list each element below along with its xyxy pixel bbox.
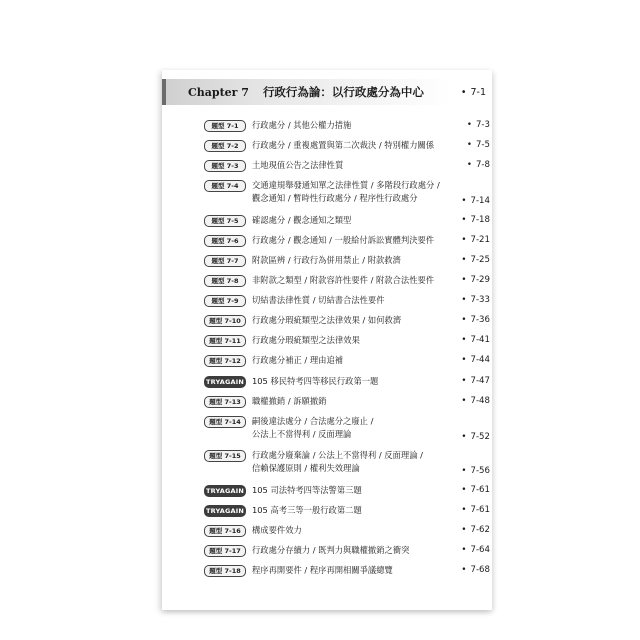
entry-text: 105 高考三等一般行政第二題 (252, 505, 362, 515)
topic-tag: 題型 7-13 (204, 396, 246, 408)
bullet-dot: • (461, 396, 467, 406)
bullet-dot: • (461, 525, 467, 535)
page-number-label: 7-14 (470, 196, 490, 206)
entry-text: 附款區辨 / 行政行為併用禁止 / 附款救濟 (252, 255, 401, 265)
entry-text: 程序再開要件 / 程序再開相關爭議總覽 (252, 565, 393, 575)
bullet-dot: • (461, 235, 467, 245)
entry-page-number (461, 274, 490, 287)
entry-text: 行政處分廢棄論 / 公法上不當得利 / 反面理論 / (252, 450, 423, 460)
toc-entry[interactable] (204, 274, 490, 287)
toc-entry[interactable] (204, 254, 490, 267)
bullet-dot: • (466, 160, 472, 170)
toc-entry[interactable] (204, 294, 490, 307)
page-number-label: 7-33 (470, 295, 490, 305)
toc-entry[interactable] (204, 524, 490, 537)
toc-entry[interactable] (204, 234, 490, 247)
entry-text: 切結書法律性質 / 切結書合法性要件 (252, 295, 385, 305)
toc-entry[interactable] (204, 449, 490, 475)
topic-tag: 題型 7-14 (204, 416, 246, 428)
topic-tag: 題型 7-5 (204, 215, 246, 227)
entry-text: 行政處分存續力 / 既判力與職權撤銷之衝突 (252, 545, 410, 555)
bullet-dot: • (461, 545, 467, 555)
tryagain-tag: TRYAGAIN (205, 378, 245, 386)
entry-text: 土地現值公告之法律性質 (252, 160, 344, 170)
entry-text: 行政處分補正 / 理由追補 (252, 355, 344, 365)
bullet-dot: • (466, 120, 472, 130)
entry-page-number (461, 375, 490, 388)
entry-page-number (461, 334, 490, 347)
bullet-dot: • (461, 315, 467, 325)
entry-page-number (461, 465, 490, 478)
entry-page-number (461, 564, 490, 577)
entry-page-number (461, 214, 490, 227)
entry-text: 非附款之類型 / 附款容許性要件 / 附款合法性要件 (252, 275, 435, 285)
entry-text: 確認處分 / 觀念通知之類型 (252, 215, 352, 225)
page-number-label: 7-61 (470, 505, 490, 515)
topic-tag: 題型 7-2 (204, 140, 246, 152)
page-number-label: 7-47 (470, 376, 490, 386)
page-number-label: 7-29 (470, 275, 490, 285)
topic-tag: 題型 7-12 (204, 355, 246, 367)
bullet-dot: • (461, 196, 467, 206)
page-number-label: 7-56 (470, 466, 490, 476)
toc-entry[interactable] (204, 159, 490, 172)
entry-page-number (461, 544, 490, 557)
entry-text: 行政處分 / 其他公權力措施 (252, 120, 352, 130)
chapter-bar (162, 79, 452, 105)
bullet-dot: • (461, 485, 467, 495)
bullet-dot: • (461, 505, 467, 515)
entry-page-number (461, 195, 490, 208)
topic-tag: 題型 7-4 (204, 180, 246, 192)
toc-entry[interactable] (204, 484, 490, 497)
bullet-dot: • (461, 466, 467, 476)
entry-page-number (461, 294, 490, 307)
topic-tag: 題型 7-17 (204, 545, 246, 557)
toc-entry[interactable] (204, 415, 490, 441)
bullet-dot: • (461, 565, 467, 575)
topic-tag: 題型 7-6 (204, 235, 246, 247)
toc-entry[interactable] (204, 544, 490, 557)
topic-tag: 題型 7-9 (204, 295, 246, 307)
toc-page (162, 70, 492, 610)
entry-page-number (461, 504, 490, 517)
entry-text: 職權撤銷 / 訴願撤銷 (252, 396, 327, 406)
toc-entry[interactable] (204, 375, 490, 388)
chapter-title: 行政行為論：以行政處分為中心 (262, 85, 424, 99)
toc-entry[interactable] (204, 214, 490, 227)
page-number-label: 7-18 (470, 215, 490, 225)
entry-page-number (461, 314, 490, 327)
tryagain-tag: TRYAGAIN (205, 507, 245, 515)
entry-page-number (467, 119, 490, 132)
entry-page-number (461, 254, 490, 267)
topic-tag: 題型 7-8 (204, 275, 246, 287)
bullet-dot: • (461, 355, 467, 365)
entry-text: 觀念通知 / 暫時性行政處分 / 程序性行政處分 (252, 193, 418, 203)
page-number-label: 7-64 (470, 545, 490, 555)
bullet-dot: • (461, 376, 467, 386)
toc-entry[interactable] (204, 139, 490, 152)
page-number-label: 7-8 (475, 160, 490, 170)
bullet-dot: • (461, 215, 467, 225)
topic-tag: 題型 7-11 (204, 335, 246, 347)
topic-tag: 題型 7-1 (204, 120, 246, 132)
page-number-label: 7-3 (475, 120, 490, 130)
entry-page-number (461, 354, 490, 367)
page-number-label: 7-48 (470, 396, 490, 406)
chapter-page-number (461, 87, 486, 98)
entry-text: 信賴保護原則 / 權利失效理論 (252, 463, 360, 473)
page-number-label: 7-36 (470, 315, 490, 325)
topic-tag: 題型 7-15 (204, 450, 246, 462)
toc-entry[interactable] (204, 564, 490, 577)
topic-tag: 題型 7-18 (204, 565, 246, 577)
bullet-dot: • (461, 255, 467, 265)
bullet-dot: • (461, 275, 467, 285)
bullet-dot: • (461, 335, 467, 345)
topic-tag: 題型 7-16 (204, 525, 246, 537)
toc-entry[interactable] (204, 395, 490, 408)
entry-text: 行政處分瑕疵類型之法律效果 (252, 335, 360, 345)
chapter-page-label: 7-1 (470, 86, 486, 98)
toc-entry[interactable] (204, 334, 490, 347)
page-number-label: 7-44 (470, 355, 490, 365)
page-number-label: 7-68 (470, 565, 490, 575)
entry-page-number (461, 484, 490, 497)
entry-text: 105 移民特考四等移民行政第一題 (252, 376, 379, 386)
entry-text: 行政處分瑕疵類型之法律效果 / 如何救濟 (252, 315, 402, 325)
page-number-label: 7-41 (470, 335, 490, 345)
page-number-label: 7-62 (470, 525, 490, 535)
page-number-label: 7-21 (470, 235, 490, 245)
topic-tag: 題型 7-3 (204, 160, 246, 172)
toc-entry[interactable] (204, 504, 490, 517)
entry-text: 行政處分 / 重複處置與第二次裁決 / 特別權力關係 (252, 140, 435, 150)
topic-tag: 題型 7-10 (204, 315, 246, 327)
entry-text: 公法上不當得利 / 反面理論 (252, 429, 352, 439)
entry-text: 交通違規舉發通知單之法律性質 / 多階段行政處分 / (252, 180, 440, 190)
bullet-dot: • (461, 295, 467, 305)
entry-page-number (461, 524, 490, 537)
entry-text: 構成要件效力 (252, 525, 302, 535)
entry-text: 105 司法特考四等法警第三題 (252, 485, 362, 495)
tryagain-tag: TRYAGAIN (205, 487, 245, 495)
entry-page-number (467, 139, 490, 152)
entry-text: 嗣後違法處分 / 合法處分之廢止 / (252, 416, 374, 426)
entry-page-number (461, 395, 490, 408)
toc-entry[interactable] (204, 179, 490, 205)
chapter-label: Chapter 7 (188, 85, 249, 99)
topic-tag: 題型 7-7 (204, 255, 246, 267)
toc-entry[interactable] (204, 119, 490, 132)
toc-entry[interactable] (204, 354, 490, 367)
bullet-dot: • (460, 86, 467, 98)
page-number-label: 7-52 (470, 432, 490, 442)
page-number-label: 7-25 (470, 255, 490, 265)
toc-entry[interactable] (204, 314, 490, 327)
bullet-dot: • (461, 432, 467, 442)
entry-text: 行政處分 / 觀念通知 / 一般給付訴訟實體判決要件 (252, 235, 435, 245)
page-number-label: 7-5 (475, 140, 490, 150)
page-number-label: 7-61 (470, 485, 490, 495)
chapter-banner[interactable] (162, 79, 492, 105)
entry-page-number (467, 159, 490, 172)
bullet-dot: • (466, 140, 472, 150)
entry-page-number (461, 431, 490, 444)
entry-page-number (461, 234, 490, 247)
